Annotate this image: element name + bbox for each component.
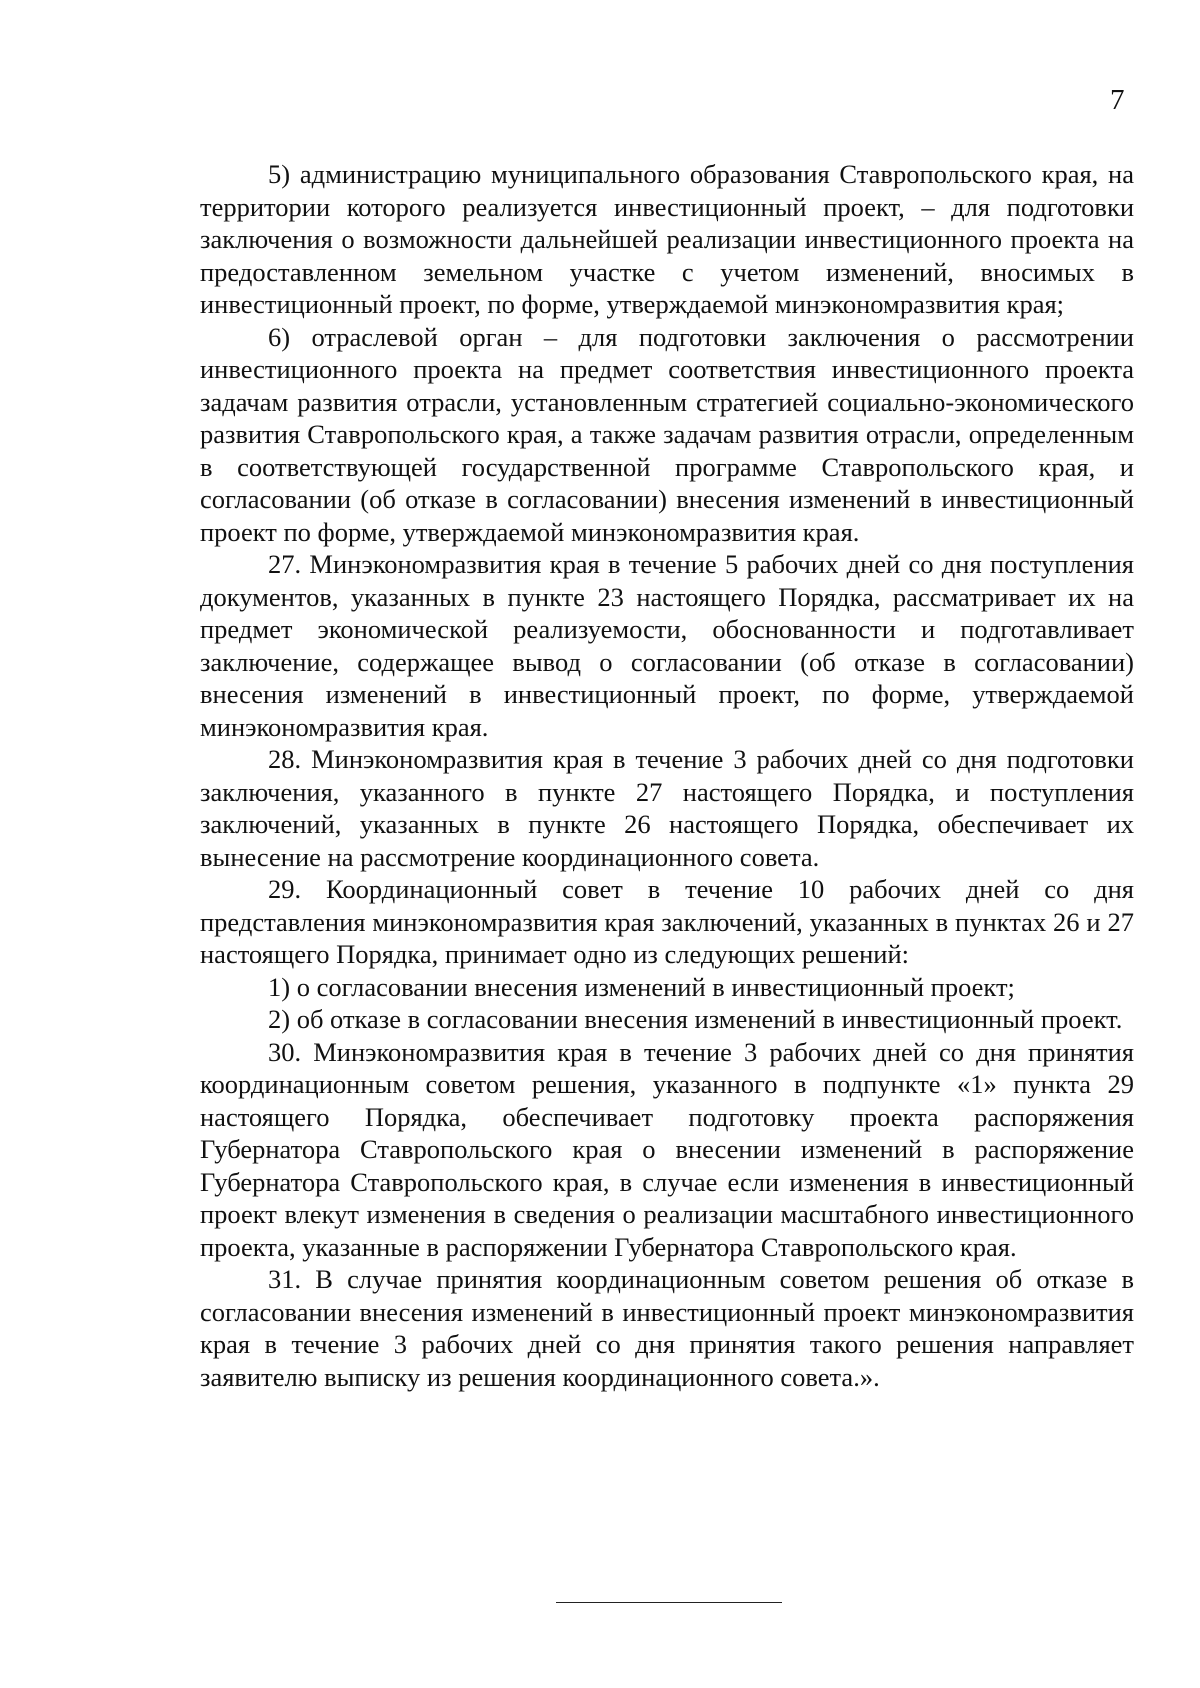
end-of-text-rule [556,1602,782,1603]
paragraph-29-option-2: 2) об отказе в согласовании внесения изменений в инвестиционный проект. [268,1004,1123,1034]
paragraph-27: 27. Минэкономразвития края в течение 5 рабочих дней со дня поступления документов, указанных в пункте 23 настоящего Порядка, рассматривает их на предмет экономической реализуемости, обоснованности и подготавливает заключение, содержащее вывод о согласовании (об отказе в согласовании) внесения изменений в инвестиционный проект, по форме, утверждаемой минэкономразвития края. [200,549,1134,742]
document-body [200,158,1134,1393]
paragraph-31: 31. В случае принятия координационным советом решения об отказе в согласовании внесения изменений в инвестиционный проект минэкономразвития края в течение 3 рабочих дней со дня принятия такого решения направляет заявителю выписку из решения координационного совета.». [200,1264,1134,1392]
paragraph-29: 29. Координационный совет в течение 10 рабочих дней со дня представления минэкономразвития края заключений, указанных в пунктах 26 и 27 настоящего Порядка, принимает одно из следующих решений: [200,874,1134,969]
paragraph-28: 28. Минэкономразвития края в течение 3 рабочих дней со дня подготовки заключения, указанного в пункте 27 настоящего Порядка, и поступления заключений, указанных в пункте 26 настоящего Порядка, обеспечивает их вынесение на рассмотрение координационного совета. [200,744,1134,872]
page-number: 7 [1110,84,1125,116]
paragraph-29-option-1: 1) о согласовании внесения изменений в инвестиционный проект; [268,971,1015,1002]
paragraph-30: 30. Минэкономразвития края в течение 3 рабочих дней со дня принятия координационным советом решения, указанного в подпункте «1» пункта 29 настоящего Порядка, обеспечивает подготовку проекта распоряжения Губернатора Ставропольского края о внесении изменений в распоряжение Губернатора Ставропольского края, в случае если изменения в инвестиционный проект влекут изменения в сведения о реализации масштабного инвестиционного проекта, указанные в распоряжении Губернатора Ставропольского края. [200,1036,1134,1262]
paragraph-item-5: 5) администрацию муниципального образования Ставропольского края, на территории которого реализуется инвестиционный проект, – для подготовки заключения о возможности дальнейшей реализации инвестиционного проекта на предоставленном земельном участке с учетом изменений, вносимых в инвестиционный проект, по форме, утверждаемой минэкономразвития края; [200,159,1134,319]
paragraph-item-6: 6) отраслевой орган – для подготовки заключения о рассмотрении инвестиционного проекта на предмет соответствия инвестиционного проекта задачам развития отрасли, установленным стратегией социально-экономического развития Ставропольского края, а также задачам развития отрасли, определенным в соответствующей государственной программе Ставропольского края, и согласовании (об отказе в согласовании) внесения изменений в инвестиционный проект по форме, утверждаемой минэкономразвития края. [200,321,1134,547]
